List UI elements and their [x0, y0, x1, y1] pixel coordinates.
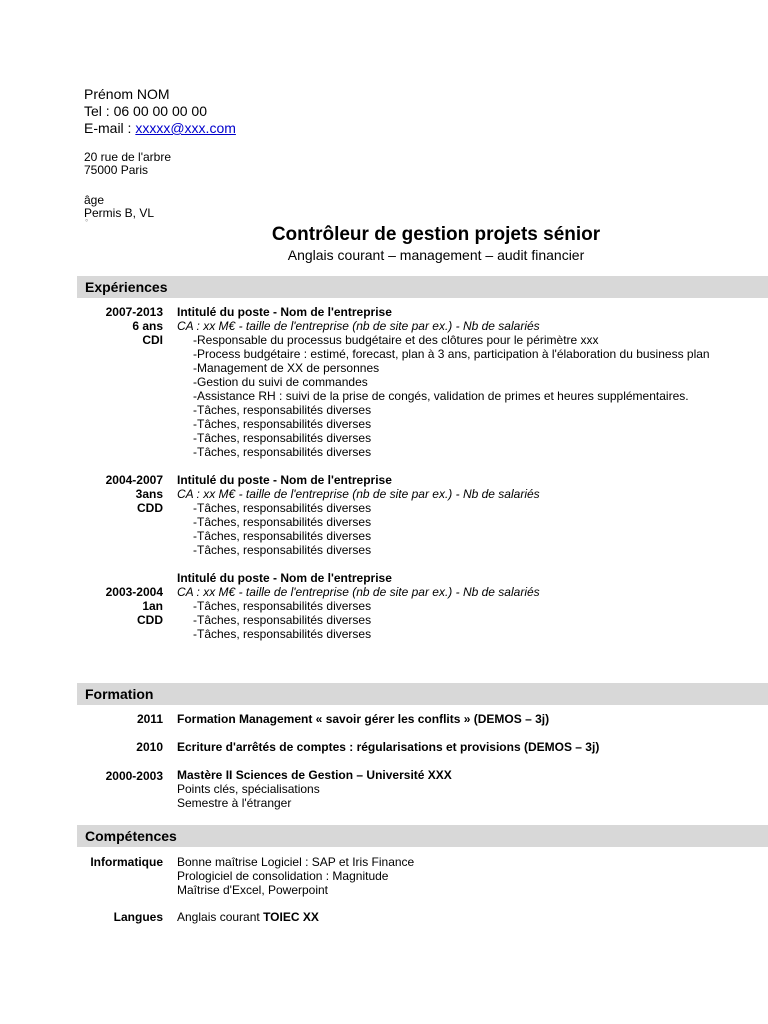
phone-number: Tel : 06 00 00 00 00 [84, 103, 207, 119]
formation-title: Formation Management « savoir gérer les conflits » (DEMOS – 3j) [177, 712, 550, 726]
company-info: CA : xx M€ - taille de l'entreprise (nb de site par ex.) - Nb de salariés [177, 585, 540, 599]
exp-duration: 6 ans [132, 319, 163, 333]
formation-year: 2000-2003 [105, 769, 163, 783]
skill-list [177, 855, 768, 897]
task-item: -Tâches, responsabilités diverses [193, 403, 372, 417]
language-certificate: TOIEC XX [263, 910, 319, 924]
skill-item: Bonne maîtrise Logiciel : SAP et Iris Finance [177, 855, 415, 869]
job-title: Intitulé du poste - Nom de l'entreprise [177, 305, 392, 319]
job-title: Intitulé du poste - Nom de l'entreprise [177, 571, 392, 585]
address-block [84, 151, 171, 177]
page-title: Contrôleur de gestion projets sénior [271, 224, 601, 245]
formation-entry [177, 768, 768, 810]
experience-details [177, 473, 768, 557]
task-item: -Tâches, responsabilités diverses [193, 515, 372, 529]
skill-category: Langues [113, 910, 163, 924]
task-item: -Gestion du suivi de commandes [193, 375, 368, 389]
formation-year: 2011 [136, 712, 163, 726]
email-link[interactable]: xxxxx@xxx.com [135, 120, 236, 136]
skill-category: Informatique [90, 855, 163, 869]
language-skill [177, 910, 768, 924]
job-title: Intitulé du poste - Nom de l'entreprise [177, 473, 392, 487]
section-header-competences [77, 825, 768, 847]
section-title: Compétences [85, 828, 177, 844]
email-label: E-mail : [84, 120, 136, 136]
contact-block [84, 86, 236, 137]
formation-title: Ecriture d'arrêtés de comptes : régularisations et provisions (DEMOS – 3j) [177, 740, 600, 754]
task-item: -Management de XX de personnes [193, 361, 380, 375]
exp-contract: CDD [137, 613, 163, 627]
task-item: -Tâches, responsabilités diverses [193, 627, 372, 641]
section-title: Formation [85, 686, 154, 702]
experience-dates [84, 305, 163, 347]
formation-detail: Semestre à l'étranger [177, 796, 292, 810]
exp-contract: CDI [142, 333, 163, 347]
task-item: -Tâches, responsabilités diverses [193, 543, 372, 557]
task-item: -Tâches, responsabilités diverses [193, 501, 372, 515]
section-header-experiences [77, 276, 768, 298]
task-item: -Tâches, responsabilités diverses [193, 431, 372, 445]
skill-item: Maîtrise d'Excel, Powerpoint [177, 883, 329, 897]
exp-duration: 3ans [135, 487, 163, 501]
task-item: -Tâches, responsabilités diverses [193, 417, 372, 431]
personal-info [84, 194, 154, 220]
exp-period: 2007-2013 [105, 305, 163, 319]
company-info: CA : xx M€ - taille de l'entreprise (nb de site par ex.) - Nb de salariés [177, 319, 540, 333]
task-item: -Assistance RH : suivi de la prise de congés, validation de primes et heures supplémentaires. [193, 389, 689, 403]
task-item: -Tâches, responsabilités diverses [193, 445, 372, 459]
age-text: âge [84, 193, 105, 207]
formation-detail: Points clés, spécialisations [177, 782, 320, 796]
task-item: -Tâches, responsabilités diverses [193, 613, 372, 627]
company-info: CA : xx M€ - taille de l'entreprise (nb de site par ex.) - Nb de salariés [177, 487, 540, 501]
task-item: -Tâches, responsabilités diverses [193, 529, 372, 543]
language-text: Anglais courant [177, 910, 264, 924]
section-header-formation [77, 683, 768, 705]
exp-period: 2003-2004 [105, 585, 163, 599]
task-item: -Process budgétaire : estimé, forecast, plan à 3 ans, participation à l'élaboration du business plan [193, 347, 710, 361]
address-street: 20 rue de l'arbre [84, 150, 172, 164]
email-line [84, 120, 236, 137]
skill-item: Prologiciel de consolidation : Magnitude [177, 869, 389, 883]
task-item: -Tâches, responsabilités diverses [193, 599, 372, 613]
exp-period: 2004-2007 [105, 473, 163, 487]
exp-contract: CDD [137, 501, 163, 515]
address-city: 75000 Paris [84, 163, 149, 177]
exp-duration: 1an [142, 599, 163, 613]
section-title: Expériences [85, 279, 168, 295]
driving-license: Permis B, VL [84, 206, 155, 220]
page-subtitle: Anglais courant – management – audit financier [287, 247, 585, 263]
experience-dates [84, 473, 163, 515]
person-name: Prénom NOM [84, 86, 170, 102]
degree-mark: ° [85, 218, 89, 227]
experience-details [177, 305, 768, 459]
formation-title: Mastère II Sciences de Gestion – Université XXX [177, 768, 452, 782]
formation-year: 2010 [136, 740, 163, 754]
experience-details [177, 571, 768, 641]
task-item: -Responsable du processus budgétaire et des clôtures pour le périmètre xxx [193, 333, 599, 347]
experience-dates [84, 585, 163, 627]
